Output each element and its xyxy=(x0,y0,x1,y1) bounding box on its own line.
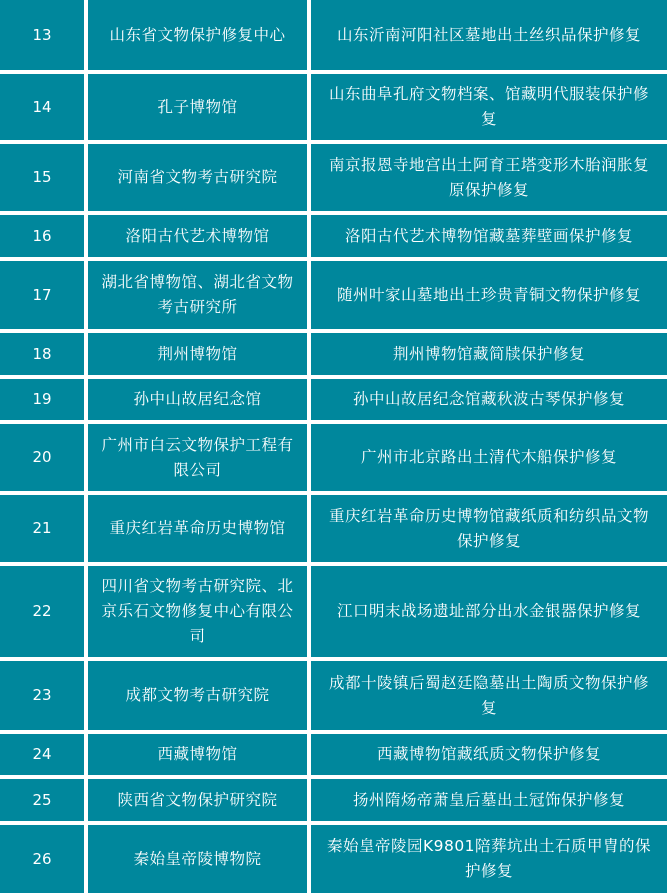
table-row xyxy=(0,566,671,657)
table-row xyxy=(0,661,671,730)
row-number: 23 xyxy=(0,661,84,730)
table-row xyxy=(0,74,671,140)
table-row xyxy=(0,144,671,211)
row-number: 16 xyxy=(0,215,84,257)
project-name: 江口明末战场遗址部分出水金银器保护修复 xyxy=(311,566,667,657)
project-name: 重庆红岩革命历史博物馆藏纸质和纺织品文物保护修复 xyxy=(311,495,667,562)
project-name: 扬州隋炀帝萧皇后墓出土冠饰保护修复 xyxy=(311,779,667,821)
institution-name: 重庆红岩革命历史博物馆 xyxy=(88,495,307,562)
institution-name: 荆州博物馆 xyxy=(88,333,307,375)
table-row xyxy=(0,779,671,821)
institution-name: 洛阳古代艺术博物馆 xyxy=(88,215,307,257)
project-name: 山东沂南河阳社区墓地出土丝织品保护修复 xyxy=(311,0,667,70)
institution-name: 秦始皇帝陵博物院 xyxy=(88,825,307,893)
institution-name: 孙中山故居纪念馆 xyxy=(88,379,307,420)
table-row xyxy=(0,495,671,562)
institution-name: 成都文物考古研究院 xyxy=(88,661,307,730)
row-number: 24 xyxy=(0,734,84,775)
table-row xyxy=(0,0,671,70)
table-row xyxy=(0,261,671,329)
row-number: 26 xyxy=(0,825,84,893)
table-row xyxy=(0,379,671,420)
institution-name: 湖北省博物馆、湖北省文物考古研究所 xyxy=(88,261,307,329)
project-name: 南京报恩寺地宫出土阿育王塔变形木胎润胀复原保护修复 xyxy=(311,144,667,211)
institution-name: 陕西省文物保护研究院 xyxy=(88,779,307,821)
row-number: 22 xyxy=(0,566,84,657)
row-number: 21 xyxy=(0,495,84,562)
project-name: 荆州博物馆藏简牍保护修复 xyxy=(311,333,667,375)
row-number: 18 xyxy=(0,333,84,375)
table-row xyxy=(0,734,671,775)
row-number: 13 xyxy=(0,0,84,70)
institution-name: 河南省文物考古研究院 xyxy=(88,144,307,211)
project-name: 秦始皇帝陵园K9801陪葬坑出土石质甲胄的保护修复 xyxy=(311,825,667,893)
table-row xyxy=(0,333,671,375)
project-name: 山东曲阜孔府文物档案、馆藏明代服装保护修复 xyxy=(311,74,667,140)
table-row xyxy=(0,424,671,491)
project-name: 广州市北京路出土清代木船保护修复 xyxy=(311,424,667,491)
row-number: 19 xyxy=(0,379,84,420)
row-number: 15 xyxy=(0,144,84,211)
institution-name: 广州市白云文物保护工程有限公司 xyxy=(88,424,307,491)
institution-name: 孔子博物馆 xyxy=(88,74,307,140)
row-number: 25 xyxy=(0,779,84,821)
row-number: 17 xyxy=(0,261,84,329)
row-number: 20 xyxy=(0,424,84,491)
institution-name: 山东省文物保护修复中心 xyxy=(88,0,307,70)
project-name: 孙中山故居纪念馆藏秋波古琴保护修复 xyxy=(311,379,667,420)
table-row xyxy=(0,215,671,257)
institution-name: 四川省文物考古研究院、北京乐石文物修复中心有限公司 xyxy=(88,566,307,657)
row-number: 14 xyxy=(0,74,84,140)
institution-name: 西藏博物馆 xyxy=(88,734,307,775)
project-name: 洛阳古代艺术博物馆藏墓葬壁画保护修复 xyxy=(311,215,667,257)
project-name: 西藏博物馆藏纸质文物保护修复 xyxy=(311,734,667,775)
project-name: 随州叶家山墓地出土珍贵青铜文物保护修复 xyxy=(311,261,667,329)
table-row xyxy=(0,825,671,893)
project-name: 成都十陵镇后蜀赵廷隐墓出土陶质文物保护修复 xyxy=(311,661,667,730)
